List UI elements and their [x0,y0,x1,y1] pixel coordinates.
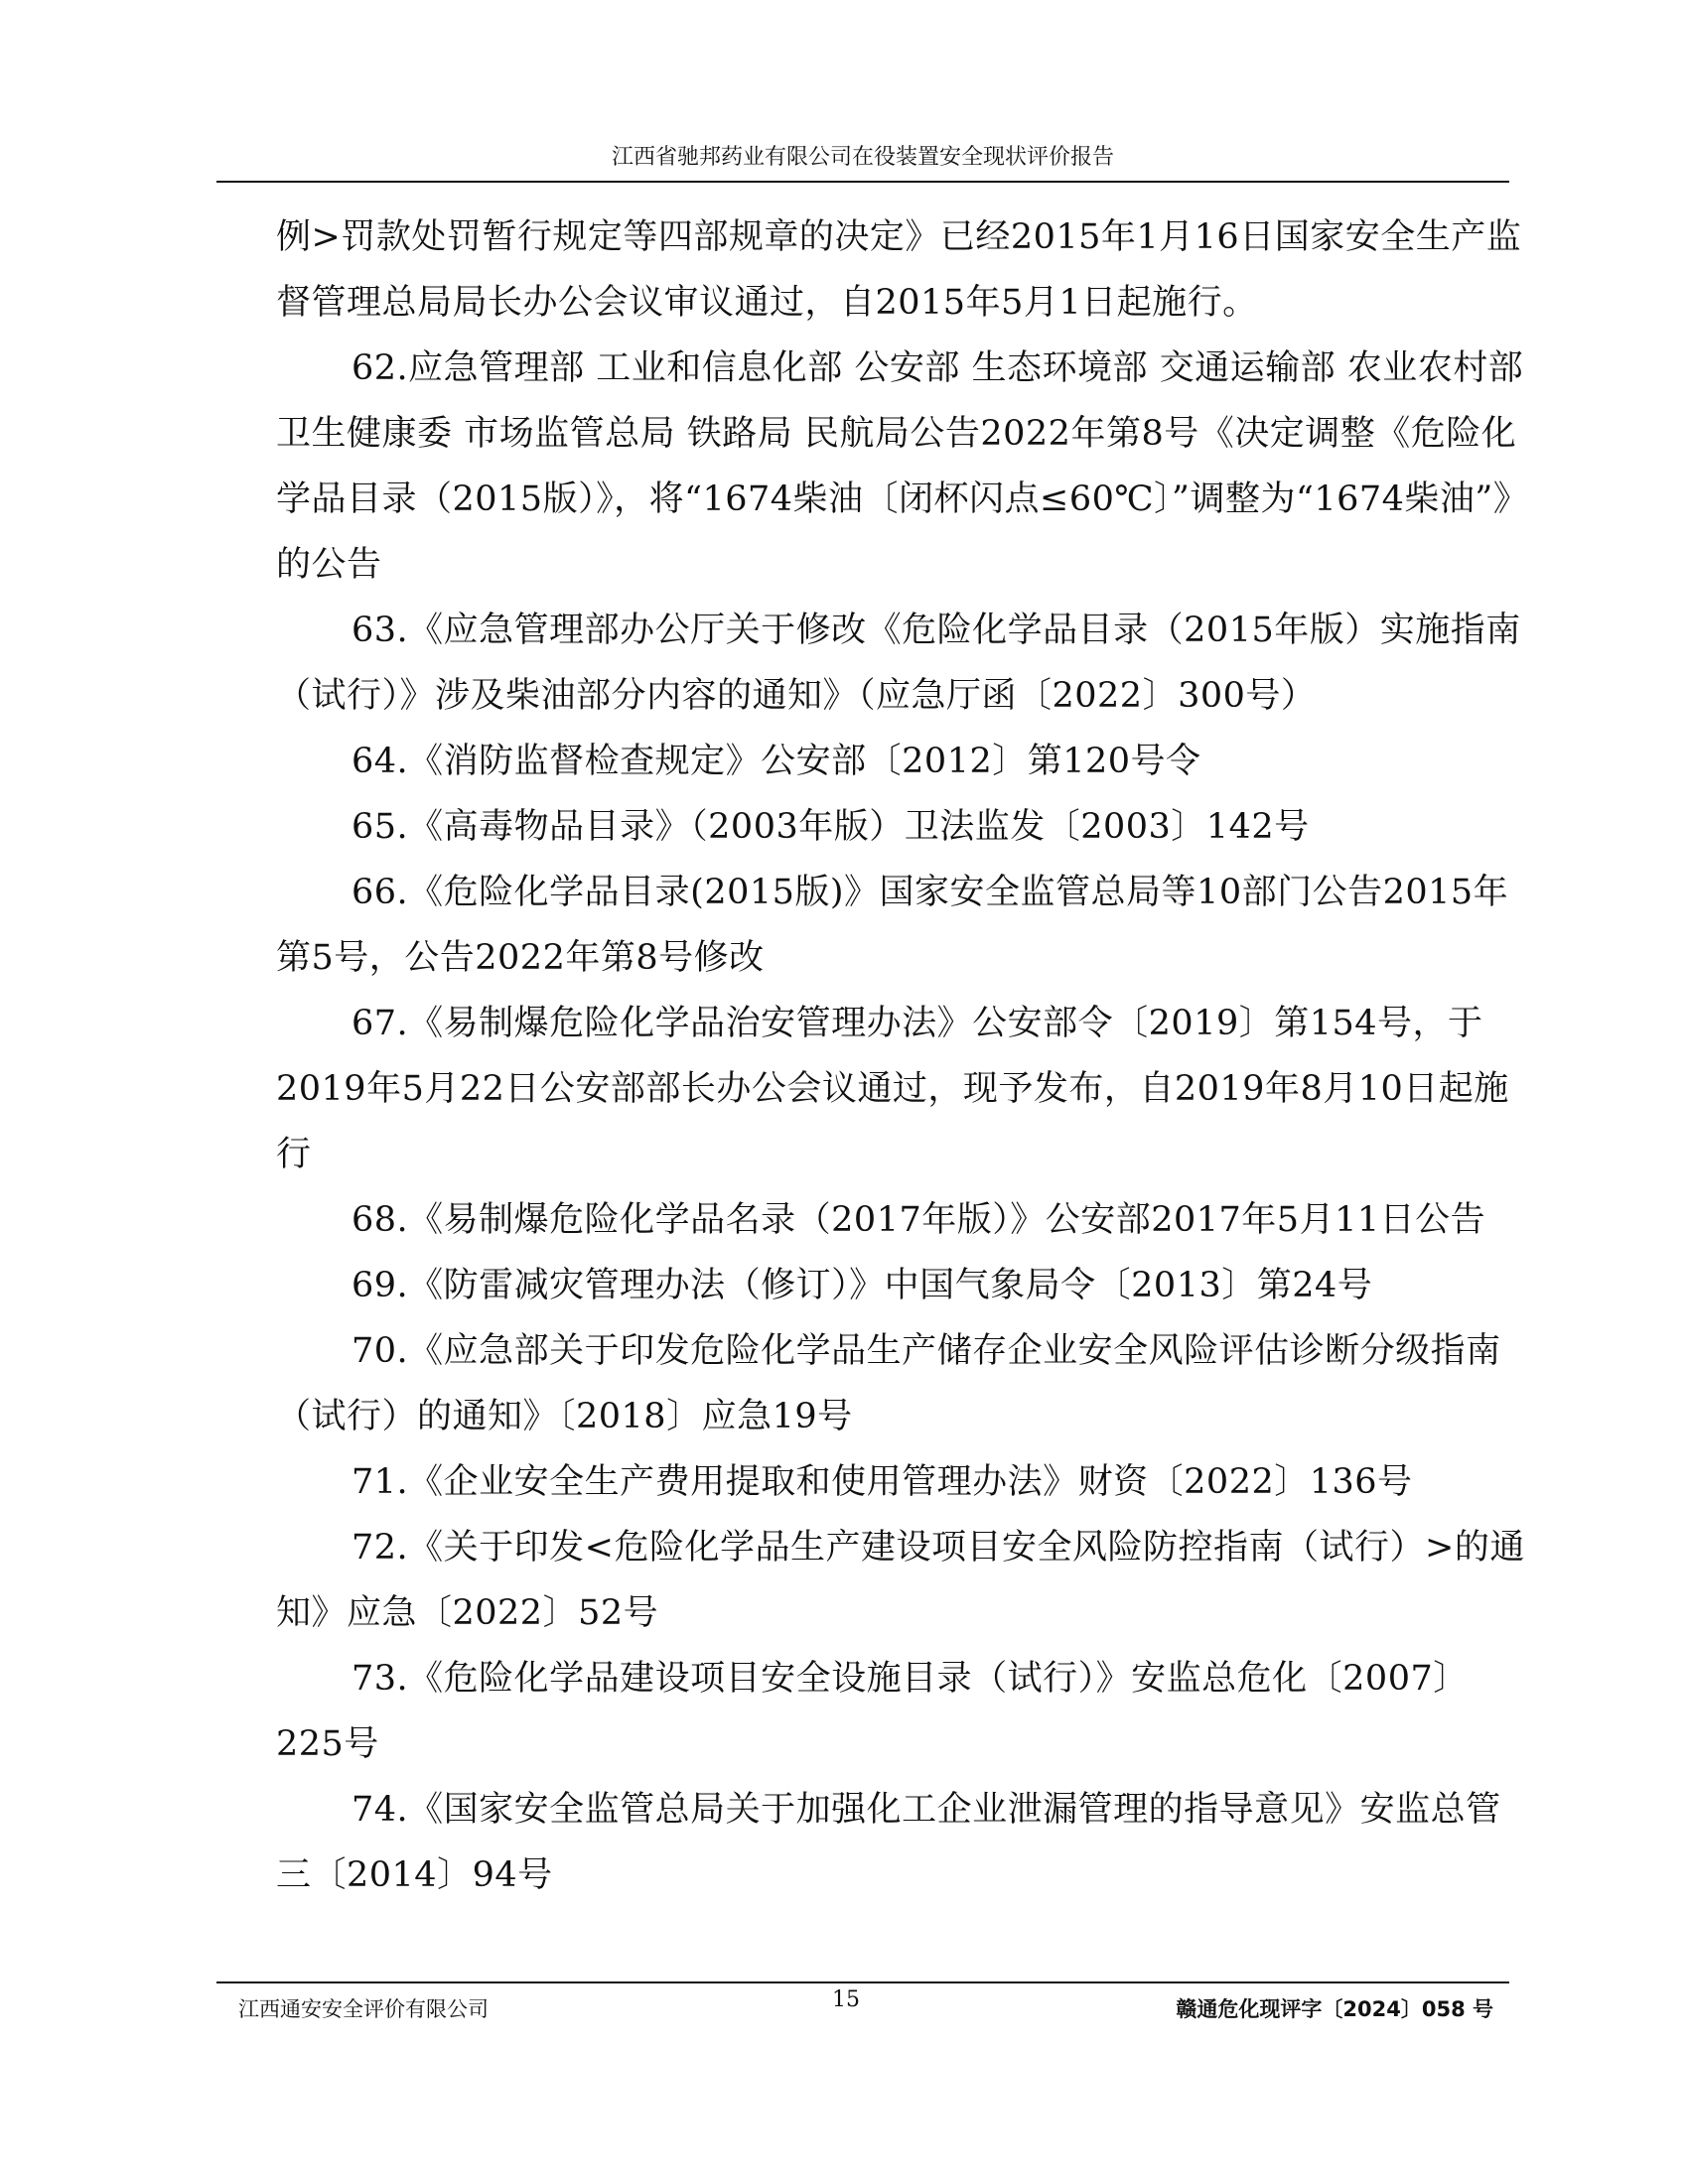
list-item-72: 72.《关于印发<危险化学品生产建设项目安全风险防控指南（试行）>的通知》应急〔2022〕52号 [276,1528,1525,1633]
list-item-69: 69.《防雷减灾管理办法（修订）》中国气象局令〔2013〕第24号 [352,1266,1373,1305]
page-number: 15 [832,1987,860,2012]
list-item-71: 71.《企业安全生产费用提取和使用管理办法》财资〔2022〕136号 [352,1462,1413,1502]
list-item-73: 73.《危险化学品建设项目安全设施目录（试行）》安监总危化〔2007〕225号 [276,1659,1469,1764]
list-item-66: 66.《危险化学品目录(2015版)》国家安全监管总局等10部门公告2015年第5号，公告2022年第8号修改 [276,873,1509,978]
footer-company: 江西通安安全评价有限公司 [238,1997,489,2021]
list-item-67: 67.《易制爆危险化学品治安管理办法》公安部令〔2019〕第154号，于2019年5月22日公安部部长办公会议通过，现予发布，自2019年8月10日起施行 [276,1004,1509,1174]
list-item-65: 65.《高毒物品目录》（2003年版）卫法监发〔2003〕142号 [352,807,1310,847]
paragraph-continuation: 例>罚款处罚暂行规定等四部规章的决定》已经2015年1月16日国家安全生产监督管理总局局长办公会议审议通过，自2015年5月1日起施行。 [276,217,1522,323]
list-item-63: 63.《应急管理部办公厅关于修改《危险化学品目录（2015年版）实施指南（试行）》涉及柴油部分内容的通知》（应急厅函〔2022〕300号） [276,611,1521,716]
list-item-74: 74.《国家安全监管总局关于加强化工企业泄漏管理的指导意见》安监总管三〔2014〕94号 [276,1790,1501,1895]
page-footer [216,1981,1509,2031]
page-header [216,139,1509,183]
header-title: 江西省驰邦药业有限公司在役装置安全现状评价报告 [611,145,1114,170]
list-item-68: 68.《易制爆危险化学品名录（2017年版）》公安部2017年5月11日公告 [352,1200,1486,1240]
list-item-64: 64.《消防监督检查规定》公安部〔2012〕第120号令 [352,742,1201,781]
list-item-70: 70.《应急部关于印发危险化学品生产储存企业安全风险评估诊断分级指南（试行）的通知》〔2018〕应急19号 [276,1331,1501,1436]
document-body [276,205,1529,1908]
list-item-62: 62.应急管理部 工业和信息化部 公安部 生态环境部 交通运输部 农业农村部 卫生健康委 市场监管总局 铁路局 民航局公告2022年第8号《决定调整《危险化学品目录（2015版）》，将“1674柴油〔闭杯闪点≤60℃〕”调整为“1674柴油”》的公告 [276,348,1529,585]
footer-doc-number: 赣通危化现评字〔2024〕058 号 [1176,1997,1493,2021]
